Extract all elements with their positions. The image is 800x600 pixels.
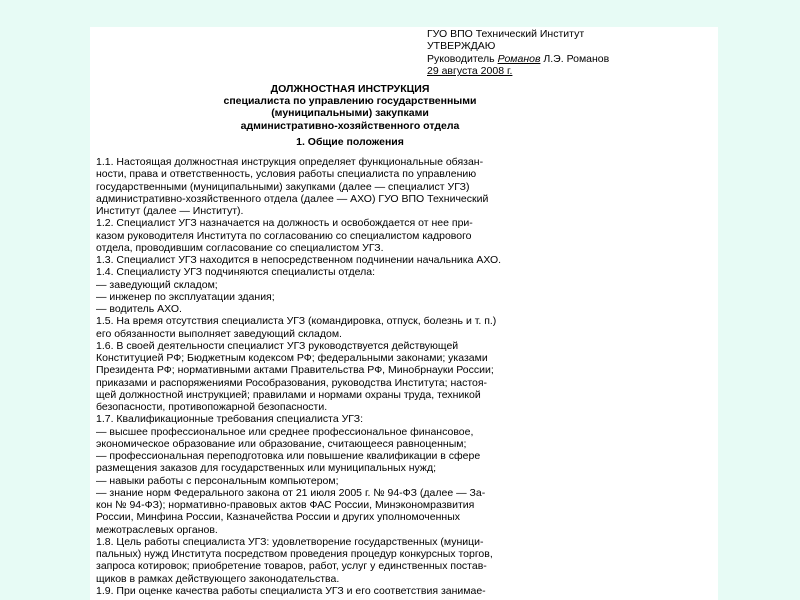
text-line: щиков в рамках действующего законодательства. [96,572,340,585]
approver-name: Л.Э. Романов [543,52,610,65]
text-line: экономическое образование или образование, считающееся равноценным; [96,437,467,450]
text-line: 1.6. В своей деятельности специалист УГЗ руководствуется действующей [96,339,459,352]
text-line: государственными (муниципальными) закупками (далее — специалист УГЗ) [96,180,470,193]
document-title [90,83,610,132]
approval-date: 29 августа 2008 г. [427,65,513,78]
text-line: административно-хозяйственного отдела (далее — АХО) ГУО ВПО Технический [96,192,489,205]
text-line: — знание норм Федерального закона от 21 июля 2005 г. № 94-ФЗ (далее — За- [96,486,486,499]
text-line: 1.5. На время отсутствия специалиста УГЗ (командировка, отпуск, болезнь и т. п.) [96,315,497,328]
document-page [90,27,718,600]
text-line: 1.2. Специалист УГЗ назначается на должность и освобождается от нее при- [96,217,473,230]
title-line: специалиста по управлению государственными [223,95,477,108]
title-line: ДОЛЖНОСТНАЯ ИНСТРУКЦИЯ [270,83,430,95]
document-body [96,156,714,597]
text-line: России, Минфина России, Казначейства России и других уполномоченных [96,511,460,524]
text-line: приказами и распоряжениями Рособразования, руководства Института; настоя- [96,376,488,389]
text-line: 1.7. Квалификационные требования специалиста УГЗ: [96,413,363,426]
organization-name: ГУО ВПО Технический Институт [427,28,585,40]
text-line: отдела, проводившим согласование со специалистом УГЗ. [96,241,384,254]
section-heading: 1. Общие положения [296,136,404,148]
text-line: его обязанности выполняет заведующий складом. [96,327,342,340]
text-line: межотраслевых органов. [96,523,218,536]
text-line: — навыки работы с персональным компьютером; [96,474,339,487]
approver-line [427,53,609,65]
text-line: — высшее профессиональное или среднее профессиональное финансовое, [96,425,474,438]
text-line: 1.8. Цель работы специалиста УГЗ: удовлетворение государственных (муници- [96,535,484,548]
text-line: — заведующий складом; [96,278,218,291]
title-line: (муниципальными) закупками [271,107,429,120]
approver-label: Руководитель [427,52,495,65]
text-line: — инженер по эксплуатации здания; [96,290,275,303]
text-line: 1.3. Специалист УГЗ находится в непосредственном подчинении начальника АХО. [96,254,502,266]
text-line: запроса котировок; приобретение товаров, работ, услуг у единственных постав- [96,560,487,573]
text-line: кон № 94-ФЗ); нормативно-правовых актов ФАС России, Минэкономразвития [96,499,475,511]
approval-stamp: УТВЕРЖДАЮ [427,40,496,53]
approval-block [427,28,609,78]
text-line: Президента РФ; нормативными актами Правительства РФ, Минобрнауки России; [96,364,494,377]
title-line: административно-хозяйственного отдела [240,119,460,132]
text-line: Институт (далее — Институт). [96,205,244,217]
text-line: щей должностной инструкцией; правилами и нормами охраны труда, техникой [96,388,481,401]
text-line: казом руководителя Института по согласованию со специалистом кадрового [96,229,472,242]
text-line: 1.4. Специалисту УГЗ подчиняются специалисты отдела: [96,266,375,279]
text-line: — водитель АХО. [96,303,182,315]
text-line: пальных) нужд Института посредством проведения процедур конкурсных торгов, [96,548,493,560]
text-line: — профессиональная переподготовка или повышение квалификации в сфере [96,450,481,462]
text-line: 1.1. Настоящая должностная инструкция определяет функциональные обязан- [96,156,484,168]
text-line: Конституцией РФ; Бюджетным кодексом РФ; федеральными законами; указами [96,352,488,364]
signature: Романов [497,52,541,65]
text-line: ности, права и ответственность, условия работы специалиста по управлению [96,168,477,181]
text-line: 1.9. При оценке качества работы специалиста УГЗ и его соответствия занимае- [96,584,486,597]
text-line: размещения заказов для государственных или муниципальных нужд; [96,462,436,475]
text-line: безопасности, противопожарной безопасности. [96,401,328,413]
